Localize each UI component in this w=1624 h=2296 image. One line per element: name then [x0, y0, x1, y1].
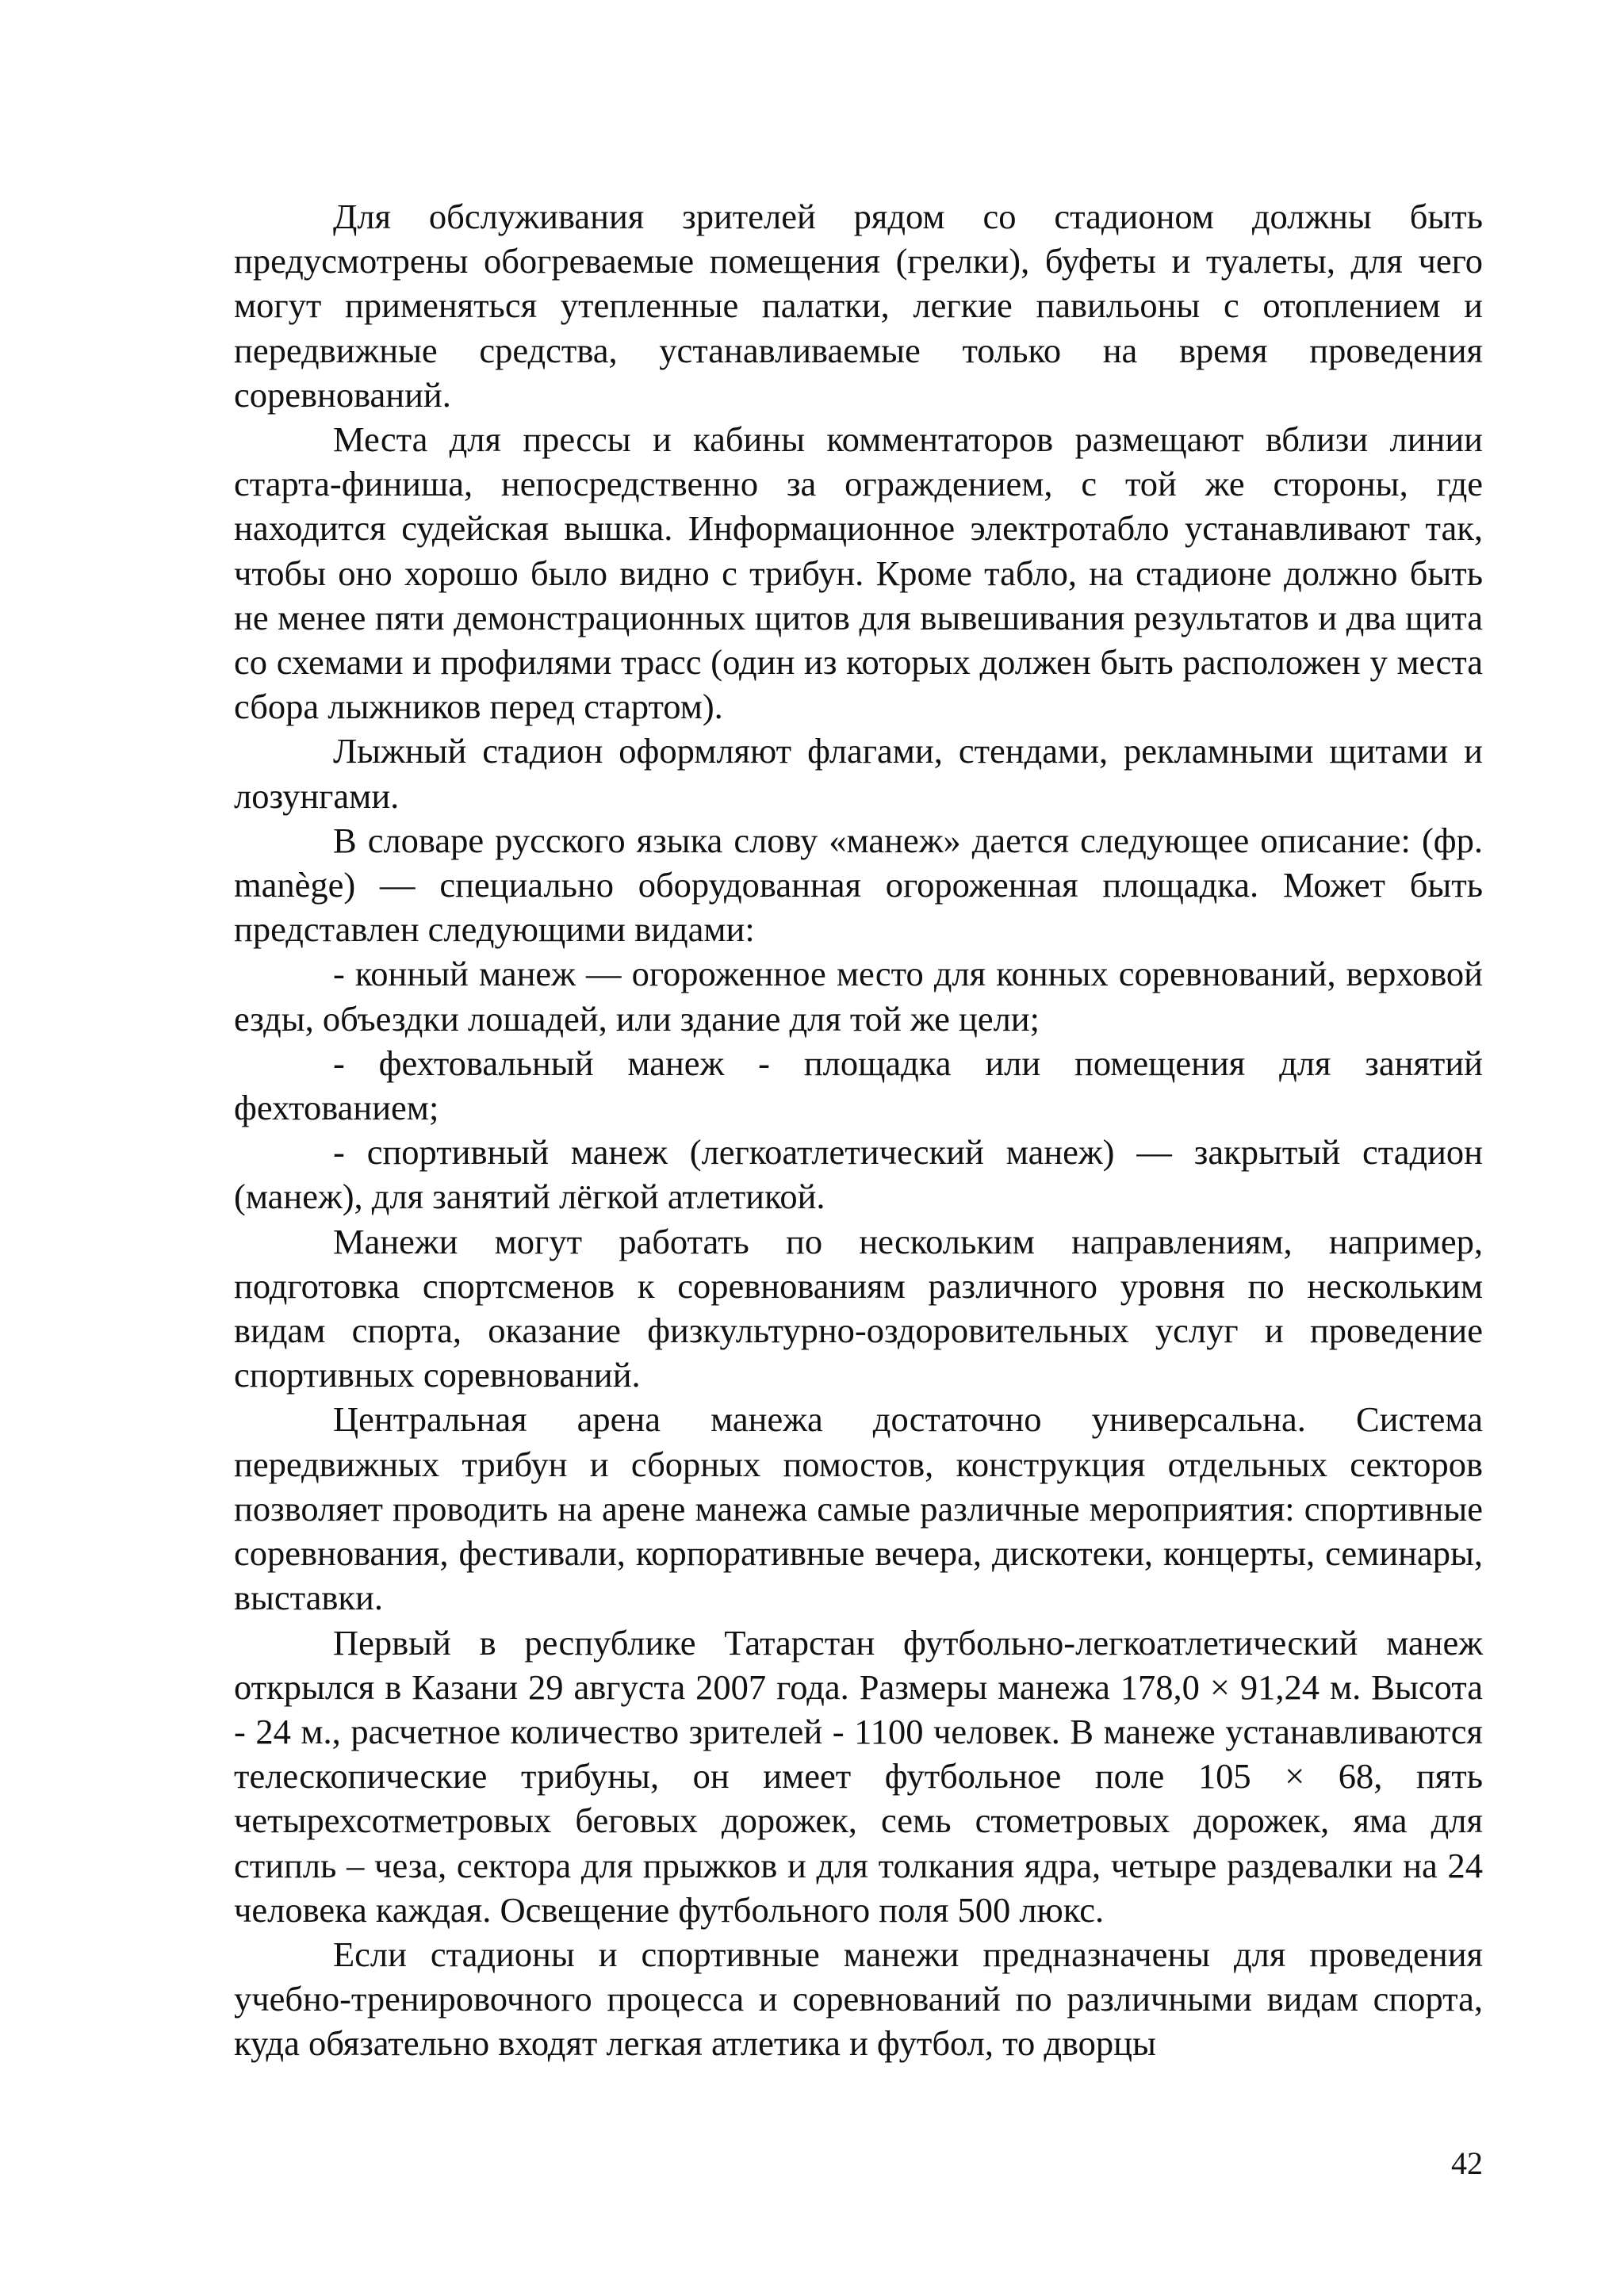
body-text — [234, 194, 1483, 2066]
paragraph: Манежи могут работать по нескольким направлениям, например, подготовка спортсменов к соревнованиям различного уровня по нескольким видам спорта, оказание физкультурно-оздоровительных услуг и проведение спортивных соревнований. — [234, 1221, 1483, 1395]
list-item: - фехтовальный манеж - площадка или помещения для занятий фехтованием; — [234, 1043, 1483, 1128]
paragraph: Лыжный стадион оформляют флагами, стендами, рекламными щитами и лозунгами. — [234, 731, 1483, 816]
list-item: - конный манеж — огороженное место для конных соревнований, верховой езды, объездки лошадей, или здание для той же цели; — [234, 954, 1483, 1039]
list-item: - спортивный манеж (легкоатлетический манеж) — закрытый стадион (манеж), для занятий лёгкой атлетикой. — [234, 1132, 1483, 1217]
paragraph: Центральная арена манежа достаточно универсальна. Система передвижных трибун и сборных помостов, конструкция отдельных секторов позволяет проводить на арене манежа самые различные мероприятия: спортивные соревнования, фестивали, корпоративные вечера, дискотеки, концерты, семинары, выставки. — [234, 1399, 1483, 1618]
paragraph: Места для прессы и кабины комментаторов размещают вблизи линии старта-финиша, непосредственно за ограждением, с той же стороны, где находится судейская вышка. Информационное электротабло устанавливают так, чтобы оно хорошо было видно с трибун. Кроме табло, на стадионе должно быть не менее пяти демонстрационных щитов для вывешивания результатов и два щита со схемами и профилями трасс (один из которых должен быть расположен у места сбора лыжников перед стартом). — [234, 419, 1483, 727]
paragraph: Первый в республике Татарстан футбольно-легкоатлетический манеж открылся в Казани 29 августа 2007 года. Размеры манежа 178,0 × 91,24 м. Высота - 24 м., расчетное количество зрителей - 1100 человек. В манеже устанавливаются телескопические трибуны, он имеет футбольное поле 105 × 68, пять четырехсотметровых беговых дорожек, семь стометровых дорожек, яма для стипль – чеза, сектора для прыжков и для толкания ядра, четыре раздевалки на 24 человека каждая. Освещение футбольного поля 500 люкс. — [234, 1622, 1483, 1930]
paragraph: Если стадионы и спортивные манежи предназначены для проведения учебно-тренировочного процесса и соревнований по различными видам спорта, куда обязательно входят легкая атлетика и футбол, то дворцы — [234, 1934, 1483, 2064]
paragraph: В словаре русского языка слову «манеж» дается следующее описание: (фр. manège) — специально оборудованная огороженная площадка. Может быть представлен следующими видами: — [234, 820, 1483, 950]
paragraph: Для обслуживания зрителей рядом со стадионом должны быть предусмотрены обогреваемые помещения (грелки), буфеты и туалеты, для чего могут применяться утепленные палатки, легкие павильоны с отоплением и передвижные средства, устанавливаемые только на время проведения соревнований. — [234, 197, 1483, 415]
page-number: 42 — [1451, 2145, 1483, 2181]
